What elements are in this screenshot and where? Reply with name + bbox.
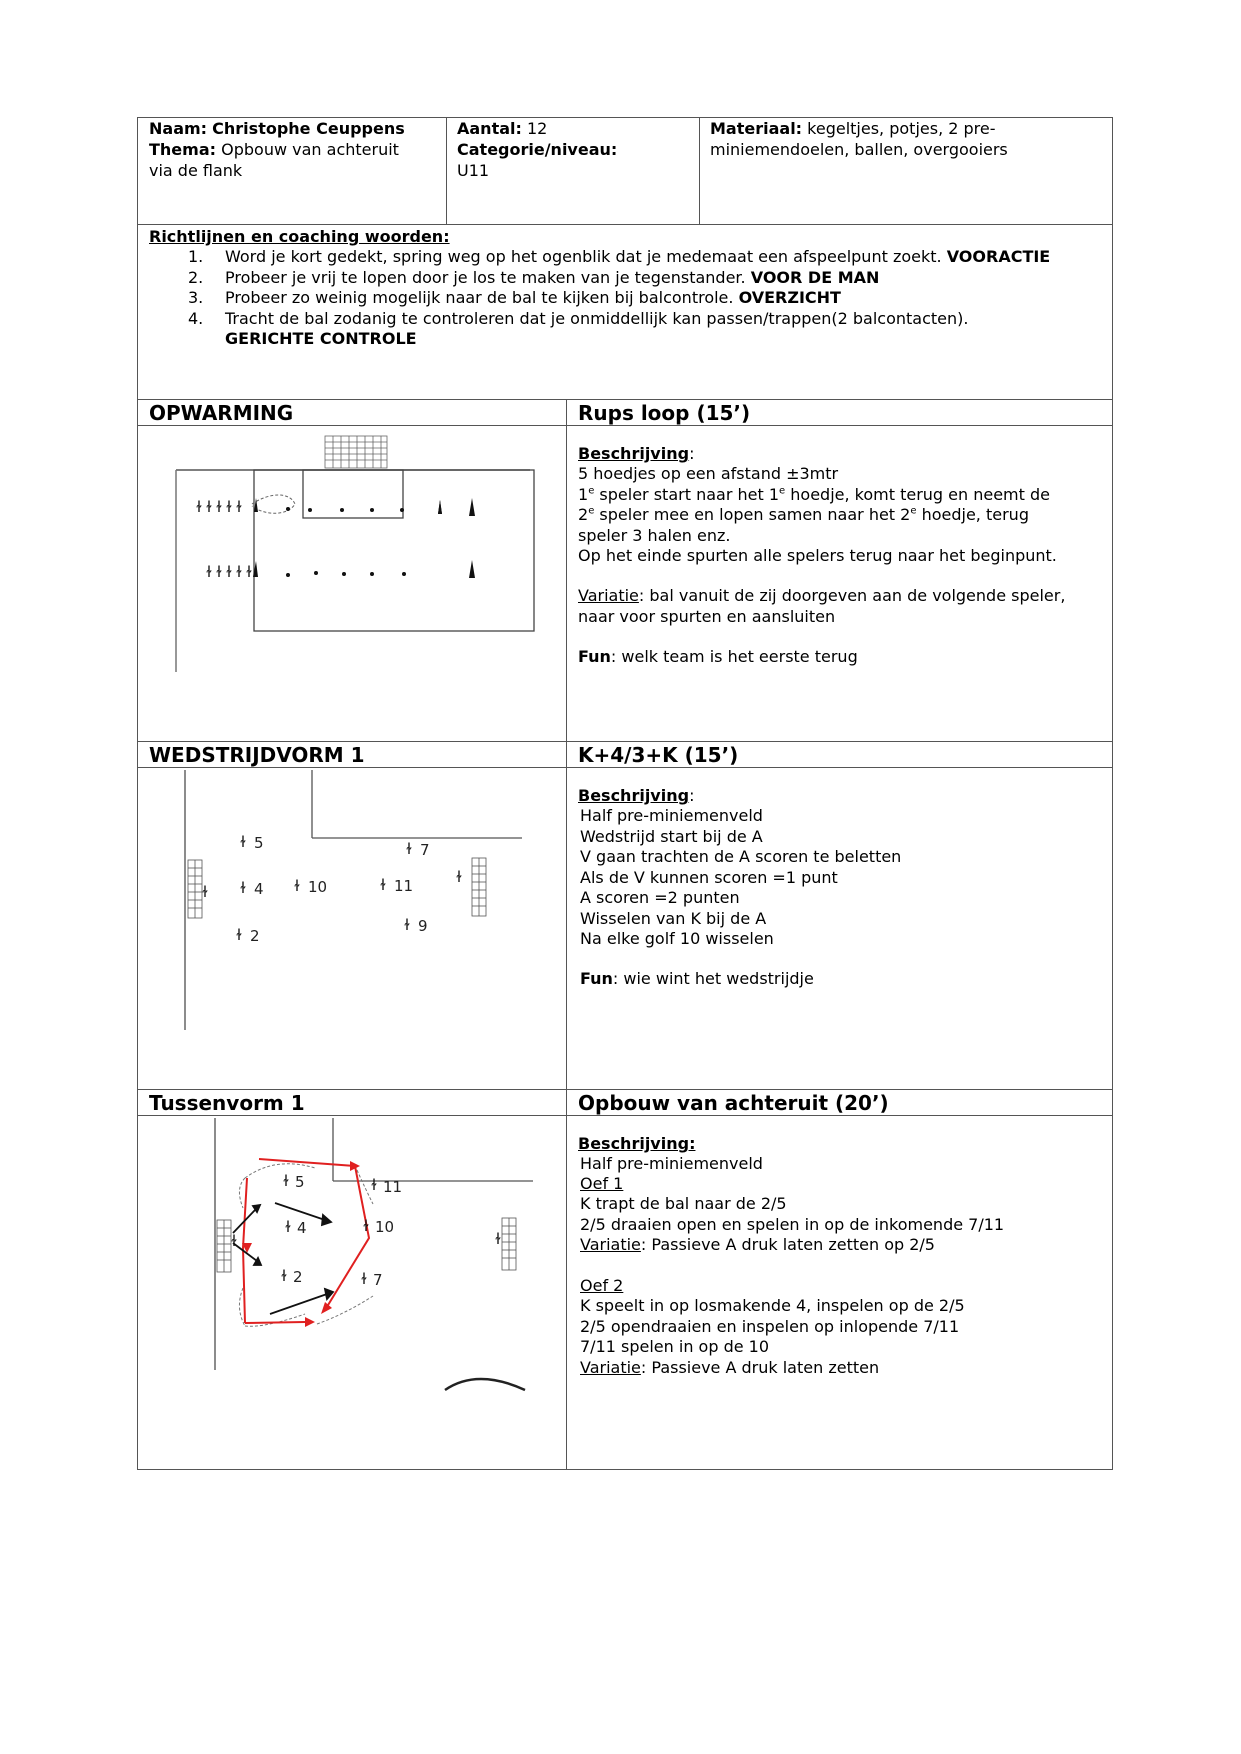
guidelines-title: Richtlijnen en coaching woorden: (149, 227, 450, 246)
variatie-label: Variatie (580, 1358, 641, 1377)
player-7: 7 (373, 1271, 383, 1289)
oef2-label: Oef 2 (580, 1276, 624, 1295)
desc-line: Half pre-miniemenveld (580, 806, 763, 825)
naam-label: Naam: (149, 119, 208, 138)
thema-line (149, 140, 399, 161)
svg-text:ɫ: ɫ (246, 563, 252, 581)
desc-line: 1e speler start naar het 1e hoedje, komt terug en neemt de (578, 484, 1050, 504)
player-2: 2 (250, 927, 260, 945)
svg-text:ɫ: ɫ (404, 916, 410, 934)
variatie-label: Variatie (580, 1235, 641, 1254)
section1-desc-title (578, 444, 694, 465)
player-4: 4 (254, 880, 264, 898)
svg-text:ɫ: ɫ (285, 1218, 291, 1236)
svg-text:ɫ: ɫ (206, 563, 212, 581)
svg-text:ɫ: ɫ (240, 833, 246, 851)
section3-line-1: Half pre-miniemenveld (580, 1154, 763, 1173)
section3-left-title: Tussenvorm 1 (149, 1091, 305, 1115)
section3-right-title: Opbouw van achteruit (20’) (578, 1091, 889, 1115)
svg-text:ɫ: ɫ (281, 1267, 287, 1285)
section1-variatie-2: naar voor spurten en aansluiten (578, 607, 836, 626)
player-11: 11 (394, 877, 414, 895)
svg-text:ɫ: ɫ (206, 498, 212, 516)
section1-variatie (578, 586, 1065, 607)
materiaal-label: Materiaal: (710, 119, 803, 138)
thema-value-2: via de flank (149, 161, 243, 180)
svg-text:ɫ: ɫ (363, 1217, 369, 1235)
variatie-label: Variatie (578, 586, 639, 605)
svg-text:ɫ: ɫ (236, 926, 242, 944)
section2-desc-title (578, 786, 694, 807)
guidelines-list (139, 247, 1050, 350)
thema-value: Opbouw van achteruit (221, 140, 399, 159)
section2-desc-label: Beschrijving (578, 786, 690, 805)
svg-text:ɫ: ɫ (380, 876, 386, 894)
oef1-label: Oef 1 (580, 1174, 624, 1193)
match-diagram (180, 770, 540, 1035)
materiaal-line (710, 119, 996, 140)
section3-desc-label: Beschrijving: (578, 1134, 696, 1153)
svg-text:ɫ: ɫ (216, 498, 222, 516)
desc-line: Wisselen van K bij de A (580, 908, 767, 928)
section1-description (578, 464, 1057, 567)
player-11: 11 (383, 1178, 403, 1196)
desc-line: 2/5 draaien open en spelen in op de inkomende 7/11 (580, 1214, 1005, 1234)
oef2-description (580, 1296, 965, 1358)
warmup-diagram (170, 432, 540, 677)
oef2-variatie (580, 1358, 879, 1379)
desc-line: Wedstrijd start bij de A (580, 826, 763, 846)
svg-text:ɫ: ɫ (231, 1232, 237, 1250)
materiaal-value: kegeltjes, potjes, 2 pre- (807, 119, 996, 138)
svg-text:ɫ: ɫ (236, 498, 242, 516)
fun-text: : wie wint het wedstrijdje (612, 969, 814, 988)
svg-text:ɫ: ɫ (226, 563, 232, 581)
player-4: 4 (297, 1219, 307, 1237)
variatie-text: : Passieve A druk laten zetten (640, 1358, 880, 1377)
section1-desc-colon: : (689, 444, 695, 463)
categorie-label: Categorie/niveau: (457, 140, 618, 159)
section2-desc-colon: : (689, 786, 695, 805)
desc-line: speler 3 halen enz. (578, 525, 731, 545)
svg-text:ɫ: ɫ (495, 1230, 501, 1248)
fun-text: : welk team is het eerste terug (610, 647, 858, 666)
player-10: 10 (375, 1218, 395, 1236)
fun-label: Fun (580, 969, 613, 988)
player-5: 5 (254, 834, 264, 852)
variatie-text: : bal vanuit de zij doorgeven aan de volgende speler, (638, 586, 1066, 605)
section1-right-title: Rups loop (15’) (578, 401, 751, 425)
svg-text:ɫ: ɫ (226, 498, 232, 516)
naam-line (149, 119, 405, 140)
guideline-item: 3. Probeer zo weinig mogelijk naar de bal te kijken bij balcontrole. OVERZICHT (188, 288, 841, 307)
player-9: 9 (418, 917, 428, 935)
guideline-item: 4. Tracht de bal zodanig te controleren dat je onmiddellijk kan passen/trappen(2 balcontacten). (188, 308, 969, 328)
guideline-item: 1. Word je kort gedekt, spring weg op het ogenblik dat je medemaat een afspeelpunt zoekt. VOORACTIE (188, 247, 1051, 266)
player-5: 5 (295, 1173, 305, 1191)
desc-line: K speelt in op losmakende 4, inspelen op de 2/5 (580, 1296, 965, 1315)
desc-line: 7/11 spelen in op de 10 (580, 1337, 770, 1356)
aantal-line (457, 119, 547, 140)
desc-line: V gaan trachten de A scoren te beletten (580, 847, 902, 866)
aantal-label: Aantal: (457, 119, 522, 138)
guideline-item-cont: GERICHTE CONTROLE (225, 329, 417, 348)
materiaal-value-2: miniemendoelen, ballen, overgooiers (710, 140, 1008, 159)
svg-text:ɫ: ɫ (406, 840, 412, 858)
section2-description (580, 806, 901, 950)
section2-left-title: WEDSTRIJDVORM 1 (149, 743, 365, 767)
svg-text:ɫ: ɫ (196, 498, 202, 516)
buildup-diagram (205, 1118, 540, 1393)
desc-line: Na elke golf 10 wisselen (580, 929, 774, 948)
aantal-value: 12 (527, 119, 548, 138)
categorie-value: U11 (457, 161, 490, 180)
desc-line: A scoren =2 punten (580, 888, 740, 907)
oef1-variatie (580, 1235, 935, 1256)
section2-fun (580, 969, 814, 990)
guideline-item: 2. Probeer je vrij te lopen door je los te maken van je tegenstander. VOOR DE MAN (188, 267, 880, 287)
section1-left-title: OPWARMING (149, 401, 294, 425)
fun-label: Fun (578, 647, 611, 666)
svg-text:ɫ: ɫ (371, 1176, 377, 1194)
desc-line: 2/5 opendraaien en inspelen op inlopende 7/11 (580, 1316, 960, 1336)
svg-text:ɫ: ɫ (236, 563, 242, 581)
section1-desc-label: Beschrijving (578, 444, 690, 463)
variatie-text: : Passieve A druk laten zetten op 2/5 (640, 1235, 935, 1254)
thema-label: Thema: (149, 140, 217, 159)
desc-line: Als de V kunnen scoren =1 punt (580, 867, 838, 887)
desc-line: 5 hoedjes op een afstand ±3mtr (578, 464, 839, 483)
oef1-description (580, 1194, 1004, 1235)
naam-value: Christophe Ceuppens (212, 119, 405, 138)
svg-text:ɫ: ɫ (456, 868, 462, 886)
svg-text:ɫ: ɫ (294, 877, 300, 895)
section2-right-title: K+4/3+K (15’) (578, 743, 739, 767)
svg-text:ɫ: ɫ (361, 1270, 367, 1288)
svg-text:ɫ: ɫ (283, 1172, 289, 1190)
desc-line: Op het einde spurten alle spelers terug naar het beginpunt. (578, 546, 1057, 565)
svg-text:ɫ: ɫ (202, 883, 208, 901)
player-2: 2 (293, 1268, 303, 1286)
desc-line: K trapt de bal naar de 2/5 (580, 1194, 787, 1213)
svg-text:ɫ: ɫ (216, 563, 222, 581)
player-10: 10 (308, 878, 328, 896)
desc-line: 2e speler mee en lopen samen naar het 2e hoedje, terug (578, 505, 1029, 524)
section1-fun (578, 647, 858, 668)
svg-text:ɫ: ɫ (240, 879, 246, 897)
player-7: 7 (420, 841, 430, 859)
